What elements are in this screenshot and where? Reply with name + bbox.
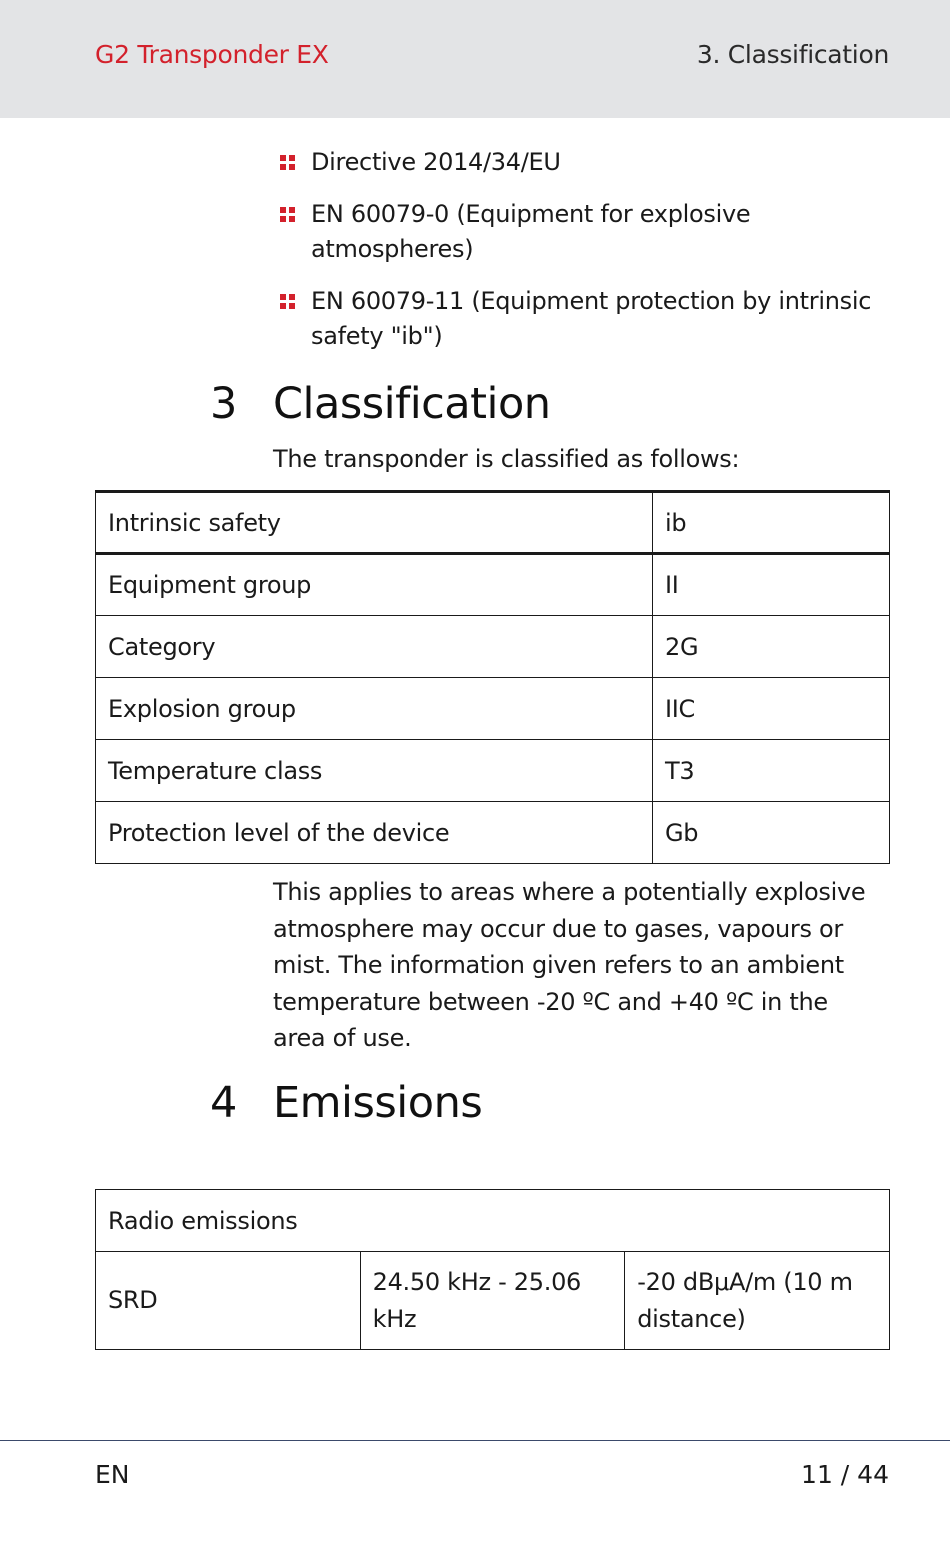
standards-list [280, 145, 885, 371]
product-name: G2 Transponder EX [95, 40, 329, 69]
list-item-text: EN 60079-0 (Equipment for explosive atmospheres) [311, 200, 751, 263]
classification-table [95, 490, 890, 864]
section-heading-text: Classification [273, 379, 551, 429]
table-cell: Protection level of the device [96, 802, 653, 864]
table-cell: 2G [653, 616, 890, 678]
table-cell: SRD [96, 1252, 361, 1350]
table-row [96, 740, 890, 802]
table-cell: IIC [653, 678, 890, 740]
page-header [0, 0, 950, 118]
table-header-cell: Radio emissions [96, 1190, 890, 1252]
table-row [96, 678, 890, 740]
section-number: 3 [210, 379, 237, 429]
table-cell: Intrinsic safety [96, 492, 653, 554]
table-cell: Equipment group [96, 554, 653, 616]
section-heading-emissions [210, 1078, 482, 1128]
bullet-squares-icon [280, 155, 295, 170]
section-title: 3. Classification [696, 40, 889, 69]
table-cell: T3 [653, 740, 890, 802]
classification-intro: The transponder is classified as follows: [273, 445, 740, 473]
table-header-row [96, 1190, 890, 1252]
footer-language: EN [95, 1460, 130, 1489]
classification-note: This applies to areas where a potentially explosive atmosphere may occur due to gases, vapours or mist. The information given refers to an ambient temperature between -20 ºC and +40 ºC in the area of use. [273, 878, 866, 1052]
table-row [96, 616, 890, 678]
table-cell: -20 dBμA/m (10 m distance) [625, 1252, 890, 1350]
list-item [280, 284, 885, 354]
table-cell: Category [96, 616, 653, 678]
table-cell: Gb [653, 802, 890, 864]
table-cell: 24.50 kHz - 25.06 kHz [360, 1252, 625, 1350]
bullet-squares-icon [280, 294, 295, 309]
list-item-text: EN 60079-11 (Equipment protection by intrinsic safety "ib") [311, 287, 872, 350]
list-item [280, 197, 885, 267]
table-row [96, 554, 890, 616]
section-heading-classification [210, 379, 551, 429]
section-number: 4 [210, 1078, 237, 1128]
page-number: 11 / 44 [801, 1460, 889, 1489]
list-item-text: Directive 2014/34/EU [311, 148, 561, 176]
table-cell: ib [653, 492, 890, 554]
section-heading-text: Emissions [273, 1078, 483, 1128]
table-row [96, 802, 890, 864]
list-item [280, 145, 885, 180]
table-cell: II [653, 554, 890, 616]
footer-divider [0, 1440, 950, 1441]
bullet-squares-icon [280, 207, 295, 222]
table-row [96, 492, 890, 554]
table-cell: Temperature class [96, 740, 653, 802]
table-row [96, 1252, 890, 1350]
emissions-table [95, 1189, 890, 1350]
table-cell: Explosion group [96, 678, 653, 740]
